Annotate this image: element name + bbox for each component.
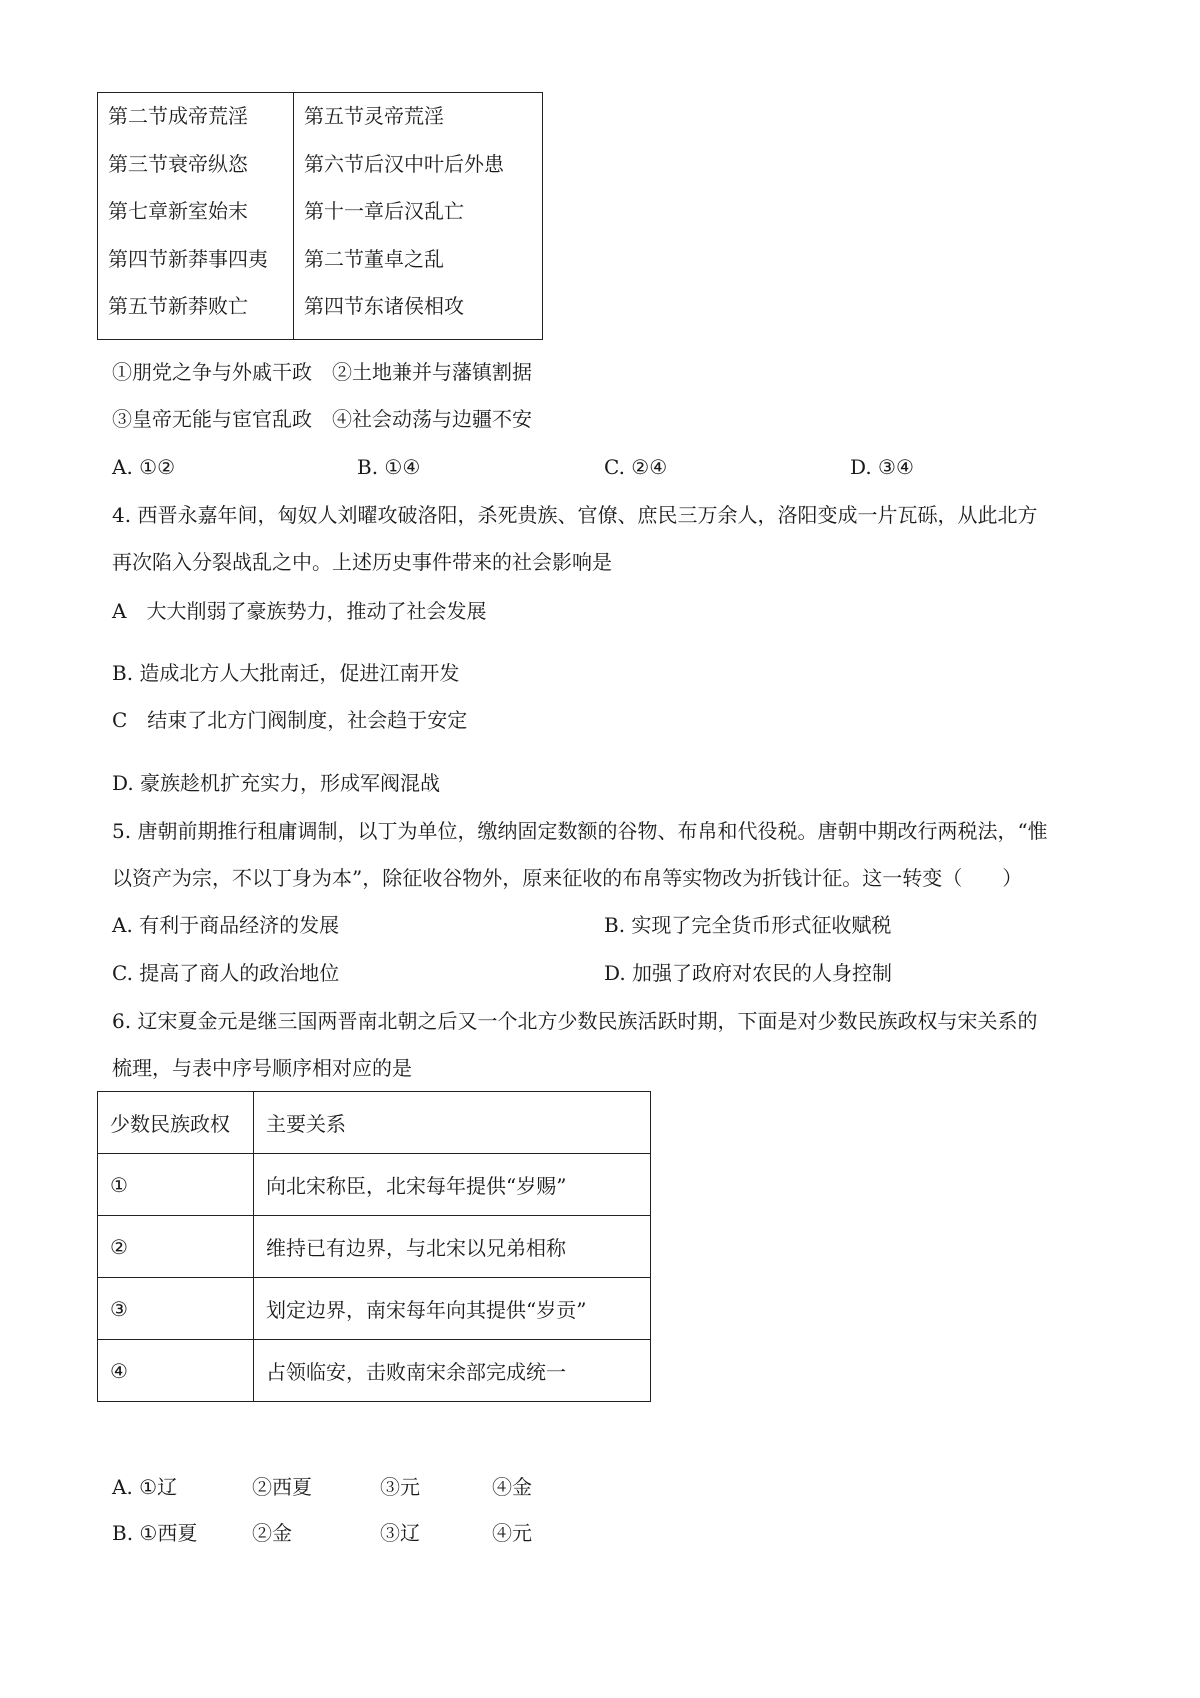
q6-option-b-item: ②金 bbox=[252, 1521, 292, 1545]
chapter-entry: 第五节灵帝荒淫 bbox=[304, 104, 444, 128]
table-cell: 占领临安，击败南宋余部完成统一 bbox=[254, 1340, 651, 1402]
chapter-entry: 第二节成帝荒淫 bbox=[108, 104, 248, 128]
chapter-entry: 第五节新莽败亡 bbox=[108, 294, 248, 318]
chapter-table bbox=[97, 92, 543, 340]
q4-option-d[interactable]: D. 豪族趁机扩充实力，形成军阀混战 bbox=[112, 771, 441, 795]
q3-statements-1: ①朋党之争与外戚干政 ②土地兼并与藩镇割据 bbox=[112, 360, 532, 384]
table-cell: 划定边界，南宋每年向其提供“岁贡” bbox=[254, 1278, 651, 1340]
table-row bbox=[98, 1278, 651, 1340]
table-cell: 维持已有边界，与北宋以兄弟相称 bbox=[254, 1216, 651, 1278]
table-row bbox=[98, 1216, 651, 1278]
q5-option-a[interactable]: A. 有利于商品经济的发展 bbox=[112, 913, 340, 937]
q5-option-d[interactable]: D. 加强了政府对农民的人身控制 bbox=[604, 961, 893, 985]
chapter-entry: 第六节后汉中叶后外患 bbox=[304, 151, 504, 176]
table-header-row bbox=[98, 1092, 651, 1154]
q6-option-b-item: ③辽 bbox=[380, 1521, 420, 1545]
q5-option-c[interactable]: C. 提高了商人的政治地位 bbox=[112, 961, 340, 985]
chapter-column-left bbox=[98, 93, 294, 340]
table-cell: 向北宋称臣，北宋每年提供“岁赐” bbox=[254, 1154, 651, 1216]
chapter-entry: 第四节东诸侯相攻 bbox=[304, 294, 464, 318]
q4-option-b[interactable]: B. 造成北方人大批南迁，促进江南开发 bbox=[112, 661, 460, 685]
table-cell: ③ bbox=[98, 1278, 254, 1340]
q6-option-b-item: B. ①西夏 bbox=[112, 1521, 198, 1545]
q4-option-c[interactable]: C 结束了北方门阀制度，社会趋于安定 bbox=[112, 708, 468, 732]
q3-option-d[interactable]: D. ③④ bbox=[850, 455, 914, 479]
table-cell: ④ bbox=[98, 1340, 254, 1402]
table-header-cell: 少数民族政权 bbox=[98, 1092, 254, 1154]
relations-table bbox=[97, 1091, 651, 1402]
table-row bbox=[98, 1154, 651, 1216]
q6-option-a-item: ④金 bbox=[492, 1475, 532, 1499]
q6-stem-2: 梳理，与表中序号顺序相对应的是 bbox=[112, 1056, 412, 1080]
chapter-entry: 第二节董卓之乱 bbox=[304, 246, 444, 271]
q4-stem-1: 4. 西晋永嘉年间，匈奴人刘曜攻破洛阳，杀死贵族、官僚、庶民三万余人，洛阳变成一片瓦砾，从此北方 bbox=[112, 503, 1038, 527]
table-cell: ① bbox=[98, 1154, 254, 1216]
q3-option-c[interactable]: C. ②④ bbox=[604, 455, 668, 479]
q6-option-b-item: ④元 bbox=[492, 1521, 532, 1545]
q3-option-b[interactable]: B. ①④ bbox=[357, 455, 421, 479]
q3-option-a[interactable]: A. ①② bbox=[112, 455, 176, 479]
q5-stem-2: 以资产为宗，不以丁身为本”，除征收谷物外，原来征收的布帛等实物改为折钱计征。这一转变（ ） bbox=[112, 866, 1023, 890]
table-row bbox=[98, 1340, 651, 1402]
q5-stem-1: 5. 唐朝前期推行租庸调制，以丁为单位，缴纳固定数额的谷物、布帛和代役税。唐朝中期改行两税法，“惟 bbox=[112, 819, 1048, 843]
q4-option-a[interactable]: A 大大削弱了豪族势力，推动了社会发展 bbox=[112, 599, 487, 623]
chapter-entry: 第三节衰帝纵恣 bbox=[108, 151, 248, 176]
chapter-entry: 第四节新莽事四夷 bbox=[108, 246, 268, 271]
q4-stem-2: 再次陷入分裂战乱之中。上述历史事件带来的社会影响是 bbox=[112, 550, 612, 574]
chapter-column-right bbox=[294, 93, 543, 340]
table-header-cell: 主要关系 bbox=[254, 1092, 651, 1154]
chapter-entry: 第七章新室始末 bbox=[108, 199, 248, 223]
q6-option-a-item: A. ①辽 bbox=[112, 1475, 178, 1499]
q5-option-b[interactable]: B. 实现了完全货币形式征收赋税 bbox=[604, 913, 892, 937]
q6-option-a-item: ③元 bbox=[380, 1475, 420, 1499]
chapter-entry: 第十一章后汉乱亡 bbox=[304, 199, 464, 223]
q6-stem-1: 6. 辽宋夏金元是继三国两晋南北朝之后又一个北方少数民族活跃时期，下面是对少数民族政权与宋关系的 bbox=[112, 1009, 1038, 1033]
q3-statements-2: ③皇帝无能与宦官乱政 ④社会动荡与边疆不安 bbox=[112, 407, 532, 431]
table-cell: ② bbox=[98, 1216, 254, 1278]
q6-option-a-item: ②西夏 bbox=[252, 1475, 312, 1499]
